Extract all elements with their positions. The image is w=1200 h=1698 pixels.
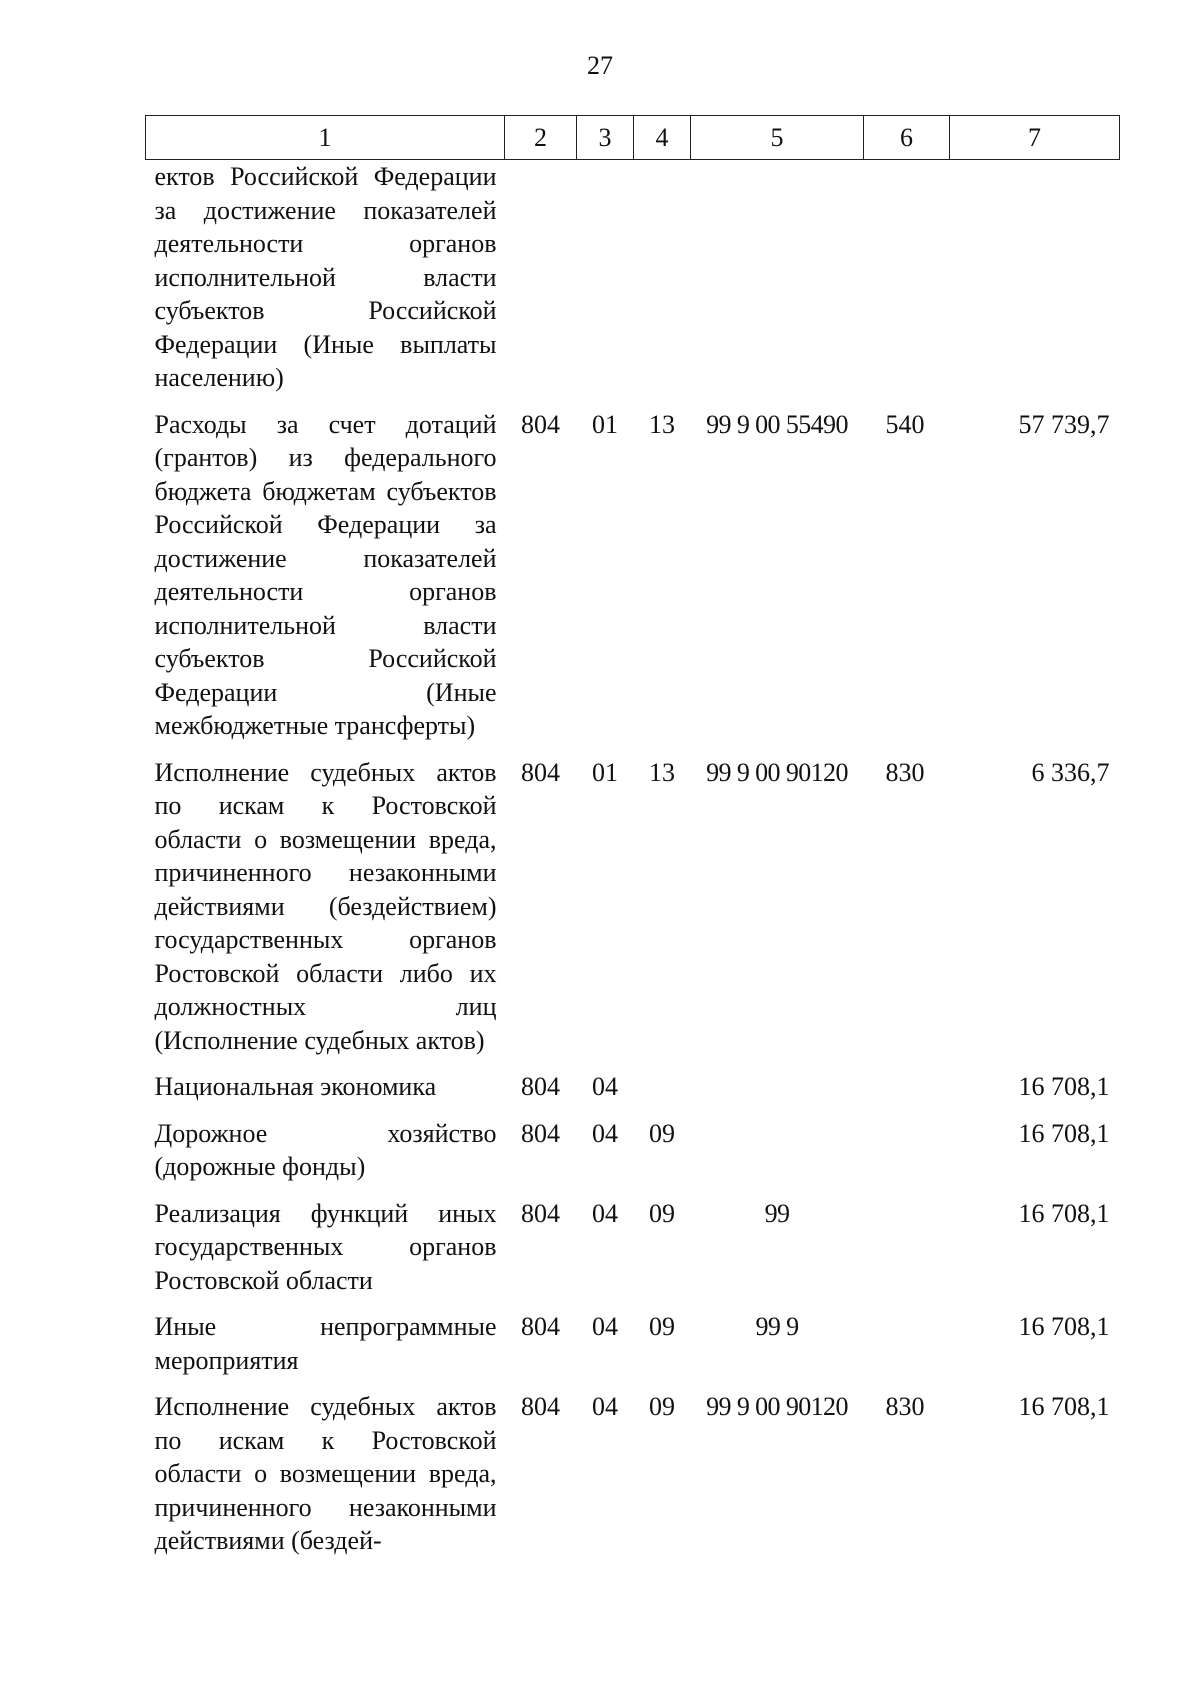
row-section-code: 04 [592,1198,618,1228]
row-description: Исполнение судебных актов по искам к Ростовской области о возмещении вреда, причиненного незаконными действиями (бездействием) государственных органов Ростовской области либо их должностных лиц (Исполнение судебных актов) [154,757,497,1055]
row-description: Национальная экономика [154,1072,437,1101]
row-subsection-code: 13 [649,757,675,787]
table-row [146,395,1120,743]
row-description: Дорожное хозяйство (дорожные фонды) [154,1118,497,1181]
table-row [146,1057,1120,1104]
row-expense-type-code [864,1184,950,1298]
row-expense-type-code: 540 [885,409,925,439]
row-vedom-code: 804 [521,409,560,439]
row-subsection-code: 09 [649,1312,675,1341]
header-col-5: 5 [691,116,864,160]
row-target-article-code: 99 9 [755,1312,799,1341]
row-target-article-code: 99 9 00 55490 [706,409,848,439]
row-vedom-code: 804 [521,1392,560,1421]
header-col-1: 1 [146,116,505,160]
row-subsection-code [634,1057,691,1104]
row-vedom-code: 804 [521,1312,560,1341]
row-description: Реализация функций иных государственных органов Ростовской области [154,1198,497,1295]
row-amount: 16 708,1 [1018,1072,1110,1101]
table-row [146,743,1120,1058]
header-col-4: 4 [634,116,691,160]
row-section-code: 01 [592,757,618,787]
table-row [146,1104,1120,1184]
table-row [146,1377,1120,1558]
row-expense-type-code [864,1297,950,1377]
row-target-article-code [691,1104,864,1184]
row-expense-type-code [864,160,950,395]
row-target-article-code [691,160,864,395]
row-amount: 16 708,1 [1018,1118,1110,1148]
row-subsection-code: 09 [649,1118,675,1148]
header-col-7: 7 [950,116,1120,160]
row-section-code: 04 [592,1312,618,1341]
row-amount: 57 739,7 [1018,409,1110,439]
row-description: Расходы за счет дотаций (грантов) из федерального бюджета бюджетам субъектов Российской Федерации за достижение показателей деятельности органов исполнительной власти субъектов Российской Федерации (Иные межбюджетные трансферты) [154,409,497,740]
row-subsection-code: 09 [649,1198,675,1228]
row-target-article-code: 99 9 00 90120 [706,757,848,787]
row-target-article-code: 99 [764,1198,790,1228]
row-vedom-code: 804 [521,757,560,787]
row-amount: 16 708,1 [1018,1392,1110,1421]
row-vedom-code: 804 [521,1198,560,1228]
row-subsection-code: 09 [649,1392,675,1421]
header-col-2: 2 [505,116,577,160]
page-number: 27 [587,51,613,80]
row-vedom-code: 804 [521,1072,560,1101]
table-row [146,160,1120,395]
header-col-6: 6 [864,116,950,160]
row-vedom-code [505,160,577,395]
row-expense-type-code: 830 [885,757,925,787]
row-target-article-code: 99 9 00 90120 [706,1392,848,1421]
row-amount: 16 708,1 [1018,1198,1110,1228]
row-expense-type-code [864,1104,950,1184]
row-description: Исполнение судебных актов по искам к Ростовской области о возмещении вреда, причиненного незаконными действиями (бездей- [154,1392,497,1555]
row-subsection-code: 13 [649,409,675,439]
row-amount: 6 336,7 [1031,757,1110,787]
row-section-code: 04 [592,1118,618,1148]
row-amount [950,160,1120,395]
row-description: ектов Российской Федерации за достижение показателей деятельности органов исполнительной власти субъектов Российской Федерации (Иные выплаты населению) [154,162,497,392]
table-row [146,1297,1120,1377]
row-target-article-code [691,1057,864,1104]
row-expense-type-code [864,1057,950,1104]
table-body [146,160,1120,1558]
row-subsection-code [634,160,691,395]
table-row [146,1184,1120,1298]
row-vedom-code: 804 [521,1118,560,1148]
row-amount: 16 708,1 [1018,1312,1110,1341]
row-section-code: 01 [592,409,618,439]
row-section-code [577,160,634,395]
row-description: Иные непрограммные мероприятия [154,1312,497,1375]
row-expense-type-code: 830 [885,1392,925,1421]
budget-table [145,115,1120,1558]
header-col-3: 3 [577,116,634,160]
table-header [146,116,1120,160]
row-section-code: 04 [592,1392,618,1421]
row-section-code: 04 [592,1072,618,1101]
header-row [146,116,1120,160]
